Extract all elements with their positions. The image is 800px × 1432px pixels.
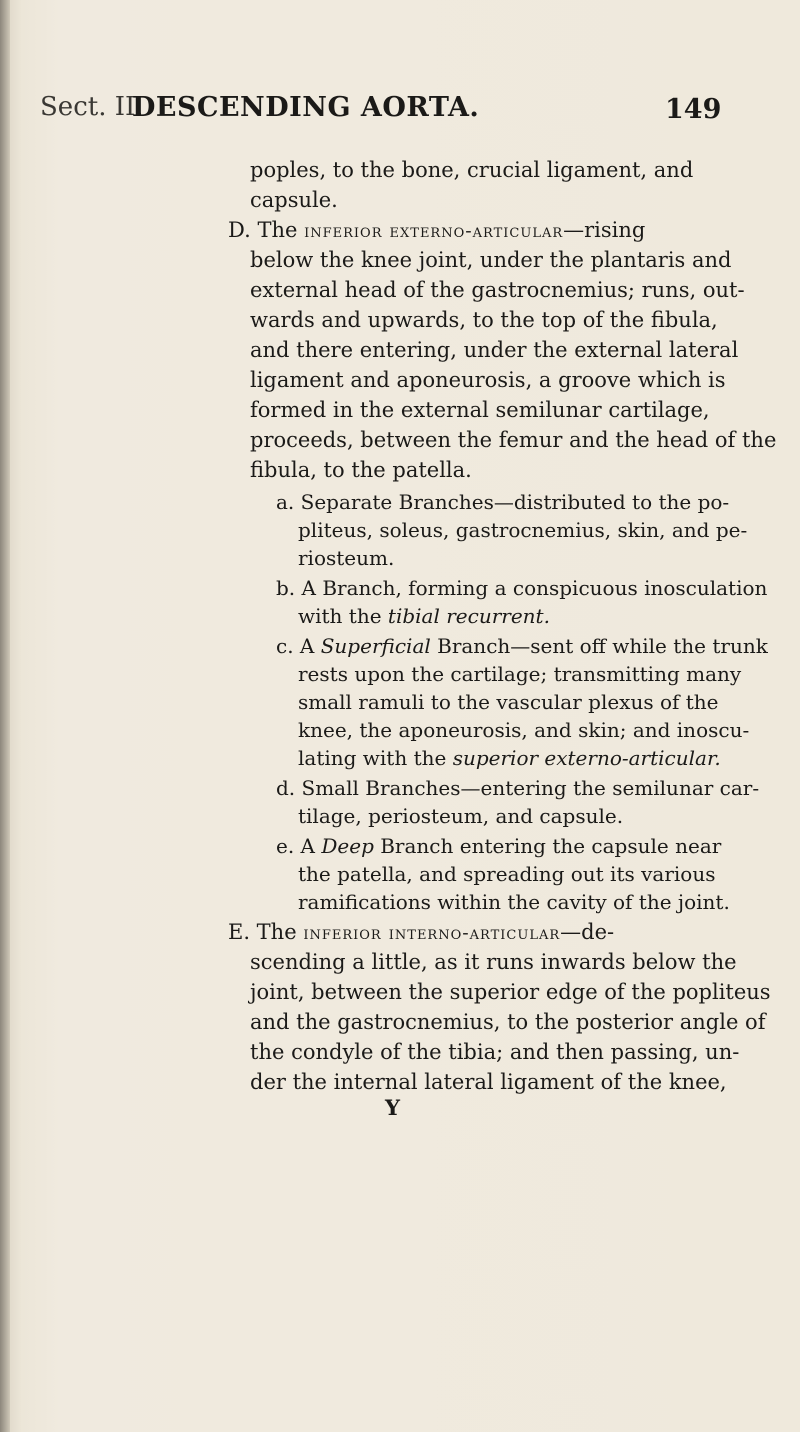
text-line: and the gastrocnemius, to the posterior angle of <box>250 1010 766 1034</box>
text-line: with the tibial recurrent. <box>298 604 550 628</box>
sub-item-e: e. A Deep Branch entering the capsule near <box>276 834 722 858</box>
running-header <box>40 92 722 136</box>
text-line: pliteus, soleus, gastrocnemius, skin, and pe- <box>298 518 748 542</box>
paragraph-e-heading: E. The inferior interno-articular—de- <box>228 920 615 944</box>
text-line: rests upon the cartilage; transmitting many <box>298 662 742 686</box>
page-number: 149 <box>665 94 722 125</box>
paragraph-d-heading: D. The inferior externo-articular—rising <box>228 218 646 242</box>
text-line: and there entering, under the external lateral <box>250 338 739 362</box>
text-line: capsule. <box>250 188 338 212</box>
page-title: DESCENDING AORTA. <box>132 92 480 123</box>
text-line: riosteum. <box>298 546 395 570</box>
text-line: the patella, and spreading out its various <box>298 862 716 886</box>
text-line: below the knee joint, under the plantaris and <box>250 248 732 272</box>
text-line: poples, to the bone, crucial ligament, and <box>250 158 694 182</box>
text-line: wards and upwards, to the top of the fibula, <box>250 308 718 332</box>
text-line: the condyle of the tibia; and then passing, un- <box>250 1040 740 1064</box>
signature-mark: Y <box>385 1095 400 1120</box>
sub-item-b: b. A Branch, forming a conspicuous inosculation <box>276 576 768 600</box>
section-label: Sect. II. <box>40 92 144 122</box>
text-line: small ramuli to the vascular plexus of the <box>298 690 719 714</box>
text-line: proceeds, between the femur and the head of the <box>250 428 777 452</box>
text-line: formed in the external semilunar cartilage, <box>250 398 710 422</box>
text-line: ligament and aponeurosis, a groove which is <box>250 368 726 392</box>
text-line: lating with the superior externo-articular. <box>298 746 721 770</box>
page-gutter-shadow <box>0 0 10 1432</box>
sub-item-a: a. Separate Branches—distributed to the po- <box>276 490 730 514</box>
text-line: fibula, to the patella. <box>250 458 472 482</box>
text-line: der the internal lateral ligament of the knee, <box>250 1070 727 1094</box>
text-line: joint, between the superior edge of the popliteus <box>250 980 771 1004</box>
text-line: ramifications within the cavity of the joint. <box>298 890 730 914</box>
text-line: external head of the gastrocnemius; runs, out- <box>250 278 745 302</box>
text-line: tilage, periosteum, and capsule. <box>298 804 624 828</box>
sub-item-c: c. A Superficial Branch—sent off while the trunk <box>276 634 768 658</box>
text-line: knee, the aponeurosis, and skin; and inoscu- <box>298 718 750 742</box>
sub-item-d: d. Small Branches—entering the semilunar car- <box>276 776 760 800</box>
text-line: scending a little, as it runs inwards below the <box>250 950 737 974</box>
